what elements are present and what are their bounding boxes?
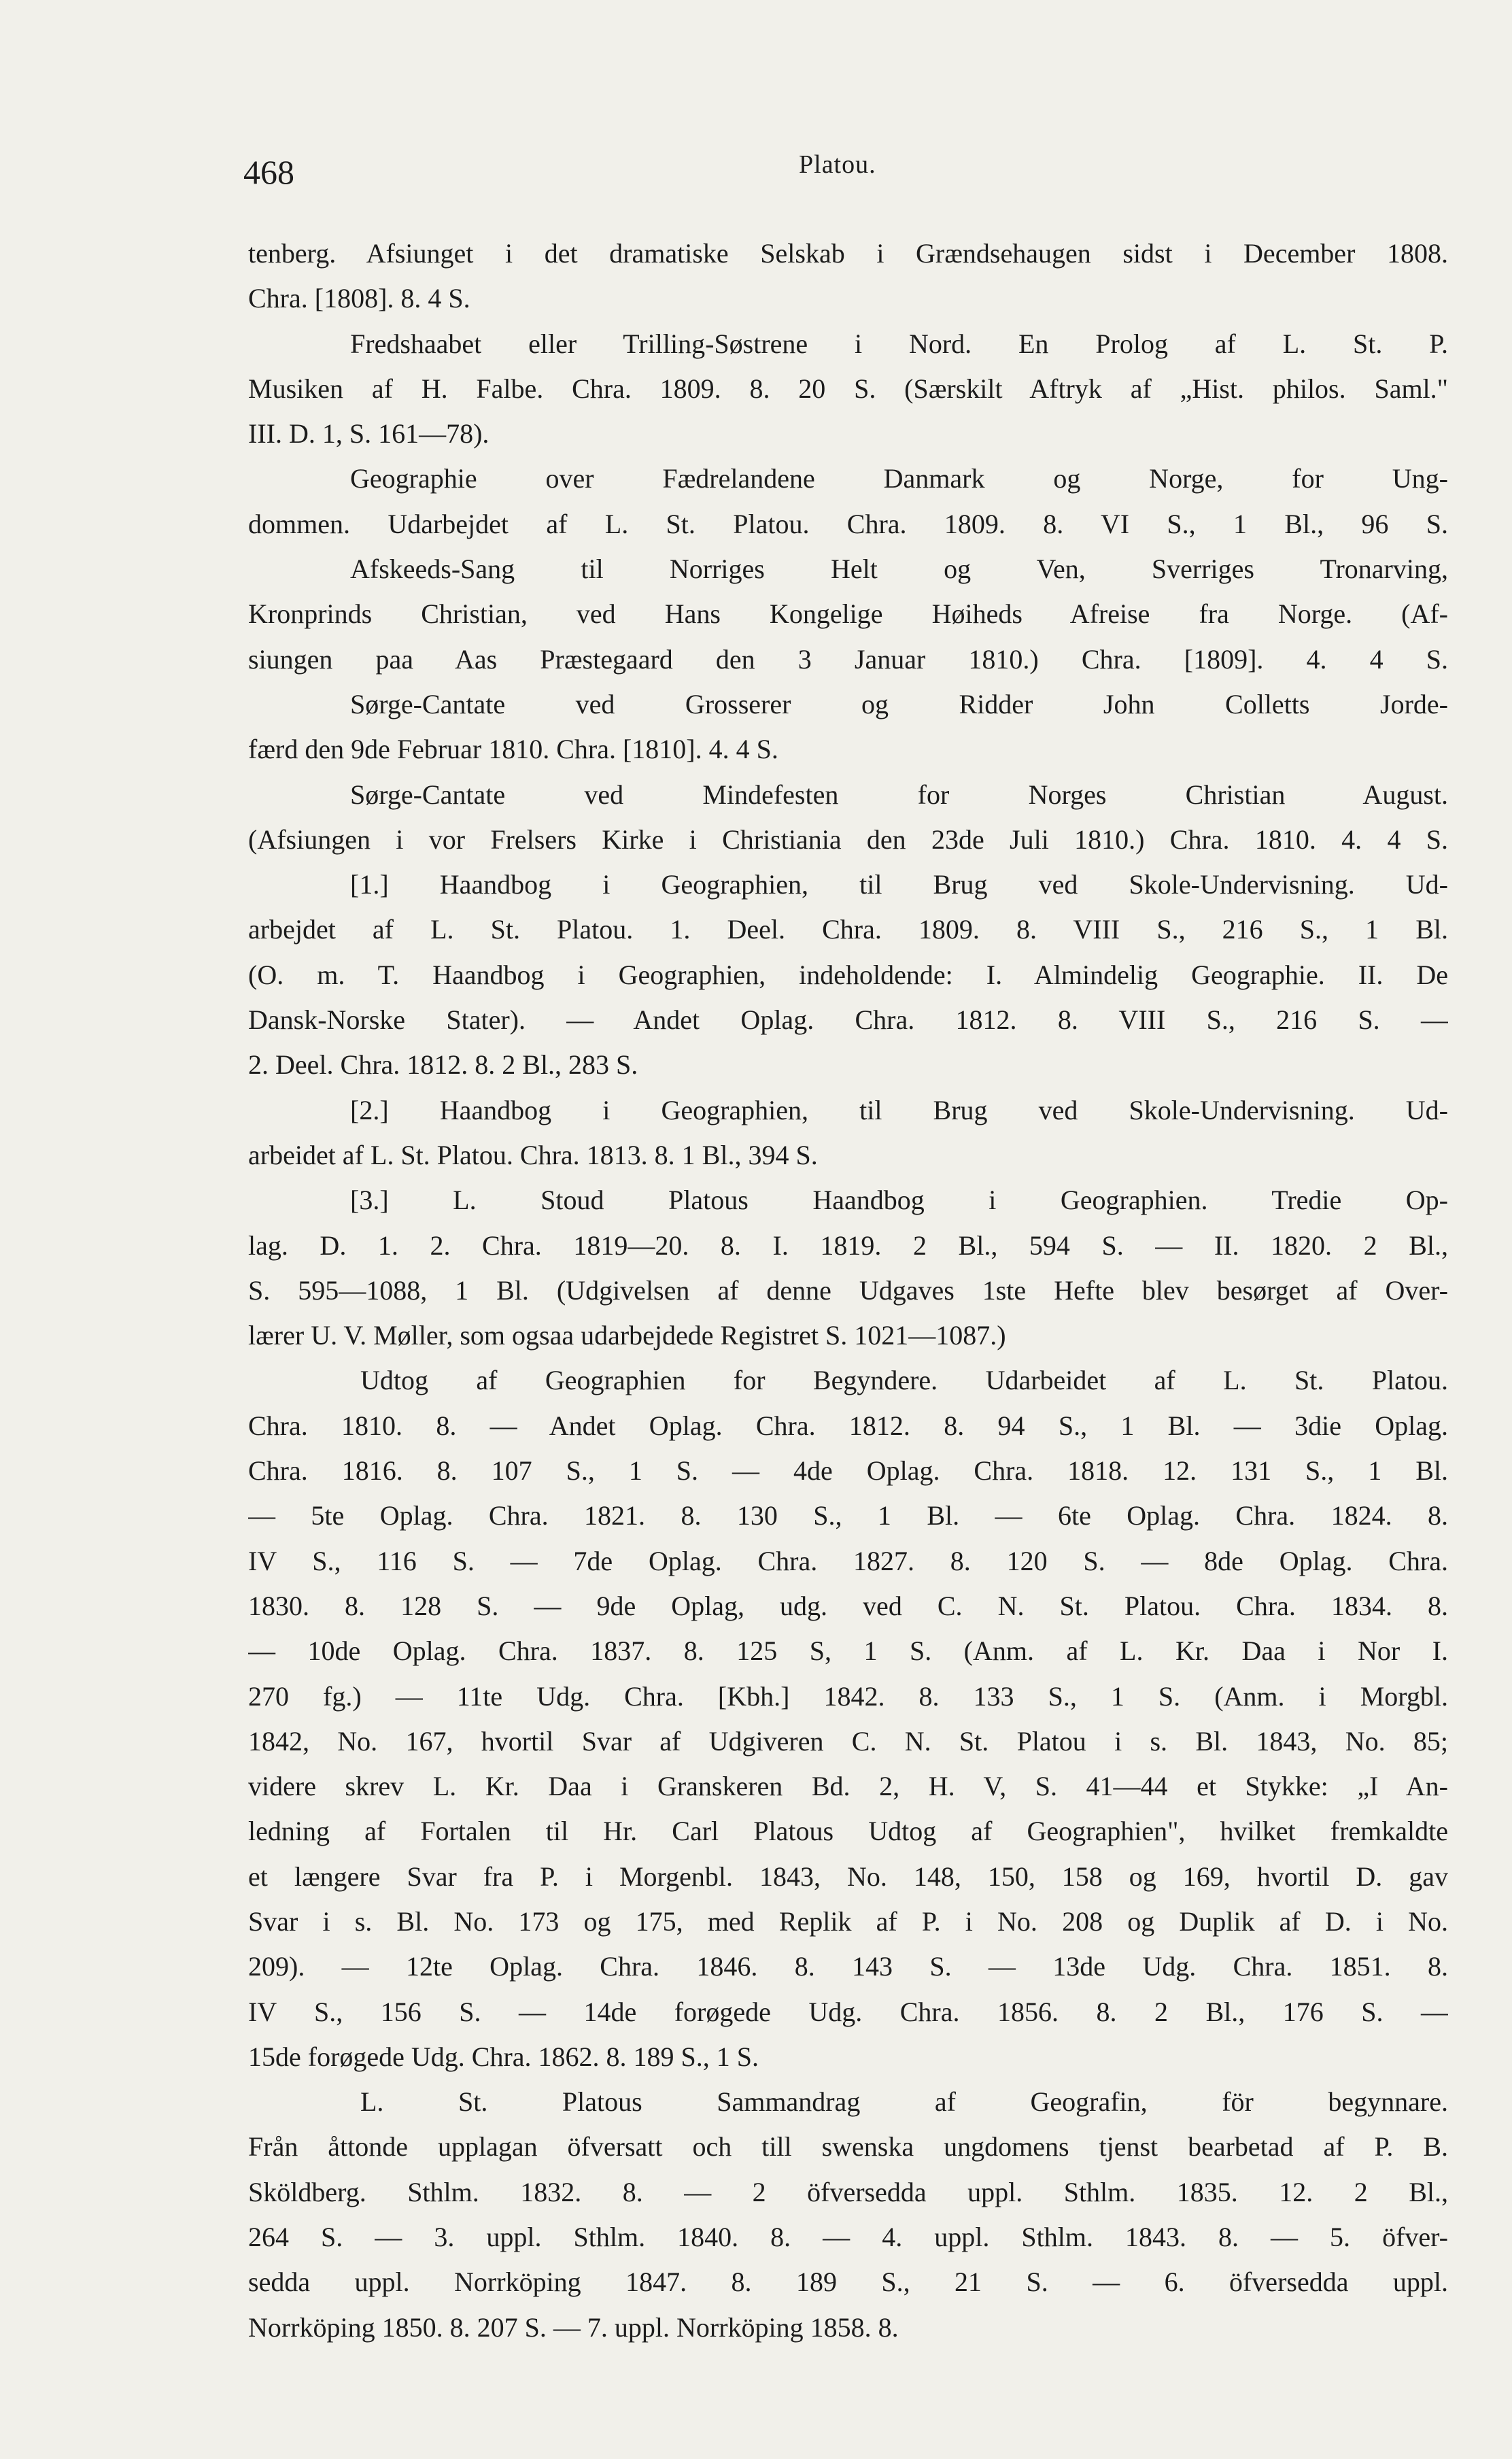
text-line: 2. Deel. Chra. 1812. 8. 2 Bl., 283 S.: [248, 1049, 638, 1081]
text-line: Från åttonde upplagan öfversatt och till swenska ungdomens tjenst bearbetad af P. B.: [248, 2131, 1448, 2163]
text-line: videre skrev L. Kr. Daa i Granskeren Bd. 2, H. V, S. 41—44 et Stykke: „I An-: [248, 1771, 1448, 1802]
text-line: — 5te Oplag. Chra. 1821. 8. 130 S., 1 Bl. — 6te Oplag. Chra. 1824. 8.: [248, 1500, 1448, 1531]
text-line: dommen. Udarbejdet af L. St. Platou. Chra. 1809. 8. VI S., 1 Bl., 96 S.: [248, 508, 1448, 539]
text-line: 1830. 8. 128 S. — 9de Oplag, udg. ved C. N. St. Platou. Chra. 1834. 8.: [248, 1590, 1448, 1621]
text-line: Geographie over Fædrelandene Danmark og Norge, for Ung-: [350, 463, 1448, 494]
text-line: Musiken af H. Falbe. Chra. 1809. 8. 20 S. (Særskilt Aftryk af „Hist. philos. Saml.": [248, 373, 1448, 404]
text-line: 1842, No. 167, hvortil Svar af Udgiveren C. N. St. Platou i s. Bl. 1843, No. 85;: [248, 1725, 1448, 1757]
text-line: sedda uppl. Norrköping 1847. 8. 189 S., 21 S. — 6. öfversedda uppl.: [248, 2267, 1448, 2298]
text-line: tenberg. Afsiunget i det dramatiske Selskab i Grændsehaugen sidst i December 1808.: [248, 238, 1448, 269]
text-line: L. St. Platous Sammandrag af Geografin, för begynnare.: [360, 2086, 1448, 2118]
text-line: [1.] Haandbog i Geographien, til Brug ved Skole-Undervisning. Ud-: [350, 869, 1448, 900]
text-line: lag. D. 1. 2. Chra. 1819—20. 8. I. 1819. 2 Bl., 594 S. — II. 1820. 2 Bl.,: [248, 1230, 1448, 1261]
text-line: 15de forøgede Udg. Chra. 1862. 8. 189 S., 1 S.: [248, 2041, 759, 2072]
text-line: [3.] L. Stoud Platous Haandbog i Geographien. Tredie Op-: [350, 1185, 1448, 1216]
running-head: Platou.: [799, 150, 876, 179]
text-line: 270 fg.) — 11te Udg. Chra. [Kbh.] 1842. 8. 133 S., 1 S. (Anm. i Morgbl.: [248, 1680, 1448, 1712]
text-line: Dansk-Norske Stater). — Andet Oplag. Chra. 1812. 8. VIII S., 216 S. —: [248, 1004, 1448, 1036]
page-number: 468: [243, 153, 294, 191]
text-line: Norrköping 1850. 8. 207 S. — 7. uppl. Norrköping 1858. 8.: [248, 2311, 899, 2343]
text-line: Fredshaabet eller Trilling-Søstrene i Nord. En Prolog af L. St. P.: [350, 328, 1448, 359]
text-line: ledning af Fortalen til Hr. Carl Platous Udtog af Geographien", hvilket fremkaldte: [248, 1816, 1448, 1847]
text-line: IV S., 156 S. — 14de forøgede Udg. Chra. 1856. 8. 2 Bl., 176 S. —: [248, 1996, 1448, 2027]
text-line: Chra. 1816. 8. 107 S., 1 S. — 4de Oplag. Chra. 1818. 12. 131 S., 1 Bl.: [248, 1455, 1448, 1487]
text-line: færd den 9de Februar 1810. Chra. [1810]. 4. 4 S.: [248, 734, 778, 765]
text-line: Sørge-Cantate ved Mindefesten for Norges Christian August.: [350, 779, 1448, 810]
text-line: 209). — 12te Oplag. Chra. 1846. 8. 143 S. — 13de Udg. Chra. 1851. 8.: [248, 1951, 1448, 1982]
text-line: Sköldberg. Sthlm. 1832. 8. — 2 öfversedda uppl. Sthlm. 1835. 12. 2 Bl.,: [248, 2176, 1448, 2207]
text-line: Chra. [1808]. 8. 4 S.: [248, 283, 470, 314]
body-text: [248, 231, 1448, 2350]
text-line: S. 595—1088, 1 Bl. (Udgivelsen af denne Udgaves 1ste Hefte blev besørget af Over-: [248, 1274, 1448, 1306]
text-line: Udtog af Geographien for Begyndere. Udarbeidet af L. St. Platou.: [360, 1365, 1448, 1396]
text-line: et længere Svar fra P. i Morgenbl. 1843, No. 148, 150, 158 og 169, hvortil D. gav: [248, 1861, 1448, 1892]
text-line: Chra. 1810. 8. — Andet Oplag. Chra. 1812. 8. 94 S., 1 Bl. — 3die Oplag.: [248, 1410, 1448, 1441]
text-line: lærer U. V. Møller, som ogsaa udarbejdede Registret S. 1021—1087.): [248, 1320, 1006, 1351]
text-line: Sørge-Cantate ved Grosserer og Ridder John Colletts Jorde-: [350, 688, 1448, 719]
text-line: (Afsiungen i vor Frelsers Kirke i Christiania den 23de Juli 1810.) Chra. 1810. 4. 4 S.: [248, 824, 1448, 855]
text-line: III. D. 1, S. 161—78).: [248, 418, 489, 450]
text-line: arbeidet af L. St. Platou. Chra. 1813. 8. 1 Bl., 394 S.: [248, 1139, 818, 1170]
text-line: arbejdet af L. St. Platou. 1. Deel. Chra. 1809. 8. VIII S., 216 S., 1 Bl.: [248, 914, 1448, 945]
text-line: IV S., 116 S. — 7de Oplag. Chra. 1827. 8. 120 S. — 8de Oplag. Chra.: [248, 1545, 1448, 1576]
text-line: (O. m. T. Haandbog i Geographien, indeholdende: I. Almindelig Geographie. II. De: [248, 959, 1448, 990]
text-line: siungen paa Aas Præstegaard den 3 Januar 1810.) Chra. [1809]. 4. 4 S.: [248, 643, 1448, 675]
text-line: — 10de Oplag. Chra. 1837. 8. 125 S, 1 S. (Anm. af L. Kr. Daa i Nor I.: [248, 1635, 1448, 1667]
text-line: [2.] Haandbog i Geographien, til Brug ved Skole-Undervisning. Ud-: [350, 1094, 1448, 1125]
text-line: Kronprinds Christian, ved Hans Kongelige Høiheds Afreise fra Norge. (Af-: [248, 598, 1448, 630]
text-line: Svar i s. Bl. No. 173 og 175, med Replik af P. i No. 208 og Duplik af D. i No.: [248, 1905, 1448, 1937]
text-line: 264 S. — 3. uppl. Sthlm. 1840. 8. — 4. uppl. Sthlm. 1843. 8. — 5. öfver-: [248, 2222, 1448, 2253]
text-line: Afskeeds-Sang til Norriges Helt og Ven, Sverriges Tronarving,: [350, 554, 1448, 585]
